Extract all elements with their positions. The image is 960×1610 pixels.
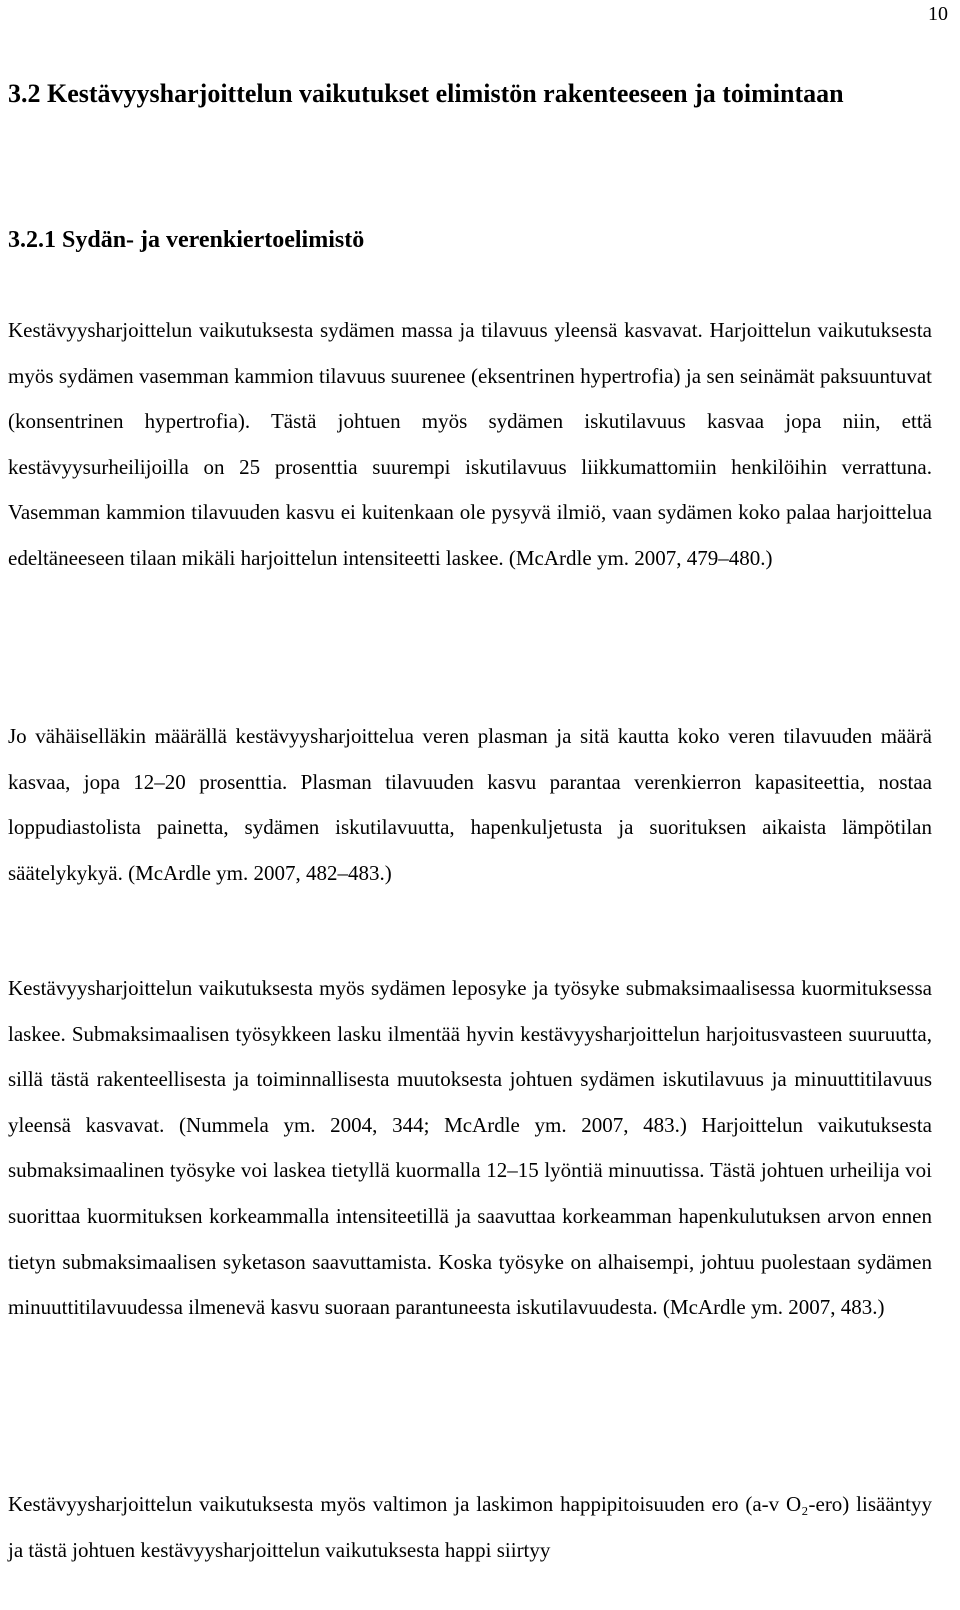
subsection-heading: 3.2.1 Sydän- ja verenkiertoelimistö [8, 227, 365, 253]
paragraph-heart-size: Kestävyysharjoittelun vaikutuksesta sydämen massa ja tilavuus yleensä kasvavat. Harjoittelun vaikutuksesta myös sydämen vasemman kammion tilavuus suurenee (eksentrinen hypertrofia) ja sen seinämät paksuuntuvat (konsentrinen hypertrofia). Tästä johtuen myös sydämen iskutilavuus kasvaa jopa niin, että kestävyysurheilijoilla on 25 prosenttia suurempi iskutilavuus liikkumattomiin henkilöihin verrattuna. Vasemman kammion tilavuuden kasvu ei kuitenkaan ole pysyvä ilmiö, vaan sydämen koko palaa harjoittelua edeltäneeseen tilaan mikäli harjoittelun intensiteetti laskee. (McArdle ym. 2007, 479–480.) [8, 318, 932, 570]
paragraph-heart-rate: Kestävyysharjoittelun vaikutuksesta myös sydämen leposyke ja työsyke submaksimaalisessa kuormituksessa laskee. Submaksimaalisen työsykkeen lasku ilmentää hyvin kestävyysharjoittelun harjoitusvasteen suuruutta, sillä tästä rakenteellisesta ja toiminnallisesta muutoksesta johtuen sydämen iskutilavuus ja minuuttitilavuus yleensä kasvavat. (Nummela ym. 2004, 344; McArdle ym. 2007, 483.) Harjoittelun vaikutuksesta submaksimaalinen työsyke voi laskea tietyllä kuormalla 12–15 lyöntiä minuutissa. Tästä johtuen urheilija voi suorittaa kuormituksen korkeammalla intensiteetillä ja saavuttaa korkeamman hapenkulutuksen arvon ennen tietyn submaksimaalisen syketason saavuttamista. Koska työsyke on alhaisempi, johtuu puolestaan sydämen minuuttitilavuudessa ilmenevä kasvu suoraan parantuneesta iskutilavuudesta. (McArdle ym. 2007, 483.) [8, 976, 932, 1320]
page-number: 10 [928, 3, 948, 25]
paragraph-av-oxygen-difference: Kestävyysharjoittelun vaikutuksesta myös valtimon ja laskimon happipitoisuuden ero (a-v O₂-ero) lisääntyy ja tästä johtuen kestävyysharjoittelun vaikutuksesta happi siirtyy [8, 1492, 932, 1562]
paragraph-blood-volume: Jo vähäiselläkin määrällä kestävyysharjoittelua veren plasman ja sitä kautta koko veren tilavuuden määrä kasvaa, jopa 12–20 prosenttia. Plasman tilavuuden kasvu parantaa verenkierron kapasiteettia, nostaa loppudiastolista painetta, sydämen iskutilavuutta, hapenkuljetusta ja suorituksen aikaista lämpötilan säätelykykyä. (McArdle ym. 2007, 482–483.) [8, 724, 932, 885]
section-heading: 3.2 Kestävyysharjoittelun vaikutukset elimistön rakenteeseen ja toimintaan [8, 79, 844, 108]
